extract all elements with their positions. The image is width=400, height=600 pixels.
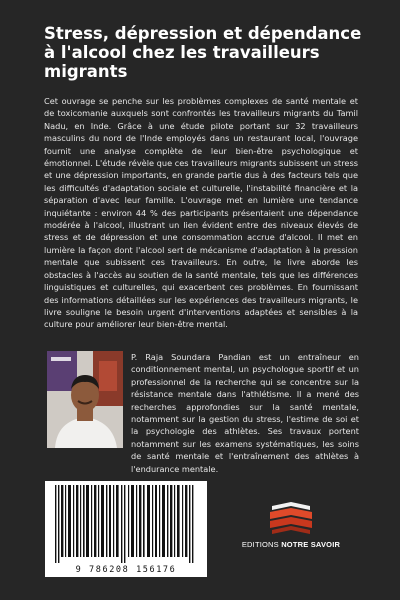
isbn-barcode <box>45 481 207 577</box>
barcode-bars <box>45 481 207 565</box>
book-stack-icon <box>262 502 320 536</box>
author-bio: P. Raja Soundara Pandian est un entraîneur en conditionnement mental, un psychologue sportif et un professionnel de la recherche qui se concentre sur la résistance mentale dans l'athlétisme. Il a mené des recherches approfondies sur la santé mentale, notamment sur la gestion du stress, l'estime de soi et la psychologie des athlètes. Ses travaux portent notamment sur les examens systématiques, les soins de santé mentale et l'entraînement des athlètes à l'endurance mentale. <box>131 352 359 474</box>
book-title: Stress, dépression et dépendance à l'alcool chez les travailleurs migrants <box>44 24 362 81</box>
book-description: Cet ouvrage se penche sur les problèmes complexes de santé mentale et de toxicomanie auxquels sont confrontés les travailleurs migrants du Tamil Nadu, en Inde. Grâce à une étude pilote portant sur 32 travailleurs masculins du nord de l'Inde employés dans un restaurant local, l'ouvrage fournit une analyse complète de leur bien-être psychologique et émotionnel. L'étude révèle que ces travailleurs migrants subissent un stress et une dépression importants, en grande partie dus à des facteurs tels que les difficultés d'adaptation sociale et culturelle, l'instabilité financière et la séparation d'avec leur famille. L'ouvrage met en lumière une tendance inquiétante : environ 44 % des participants présentaient une dépendance modérée à l'alcool, illustrant un lien évident entre des niveaux élevés de stress et de dépression et une consommation accrue d'alcool. Il met en lumière la façon dont l'alcool sert de mécanisme d'adaptation à la pression mentale que subissent ces travailleurs. En outre, le livre aborde les obstacles à l'accès au soutien de la santé mentale, tels que les différences linguistiques et culturelles, qui exacerbent ces problèmes. En fournissant des informations détaillées sur les expériences des travailleurs migrants, le livre souligne le besoin urgent d'interventions adaptées et sensibles à la culture pour améliorer leur bien-être mental. <box>44 96 358 330</box>
author-photo <box>47 351 123 448</box>
publisher-logo <box>232 500 350 560</box>
publisher-prefix: EDITIONS <box>241 540 279 549</box>
isbn-number: 9 786208 156176 <box>75 565 177 575</box>
publisher-name: NOTRE SAVOIR <box>281 540 341 549</box>
